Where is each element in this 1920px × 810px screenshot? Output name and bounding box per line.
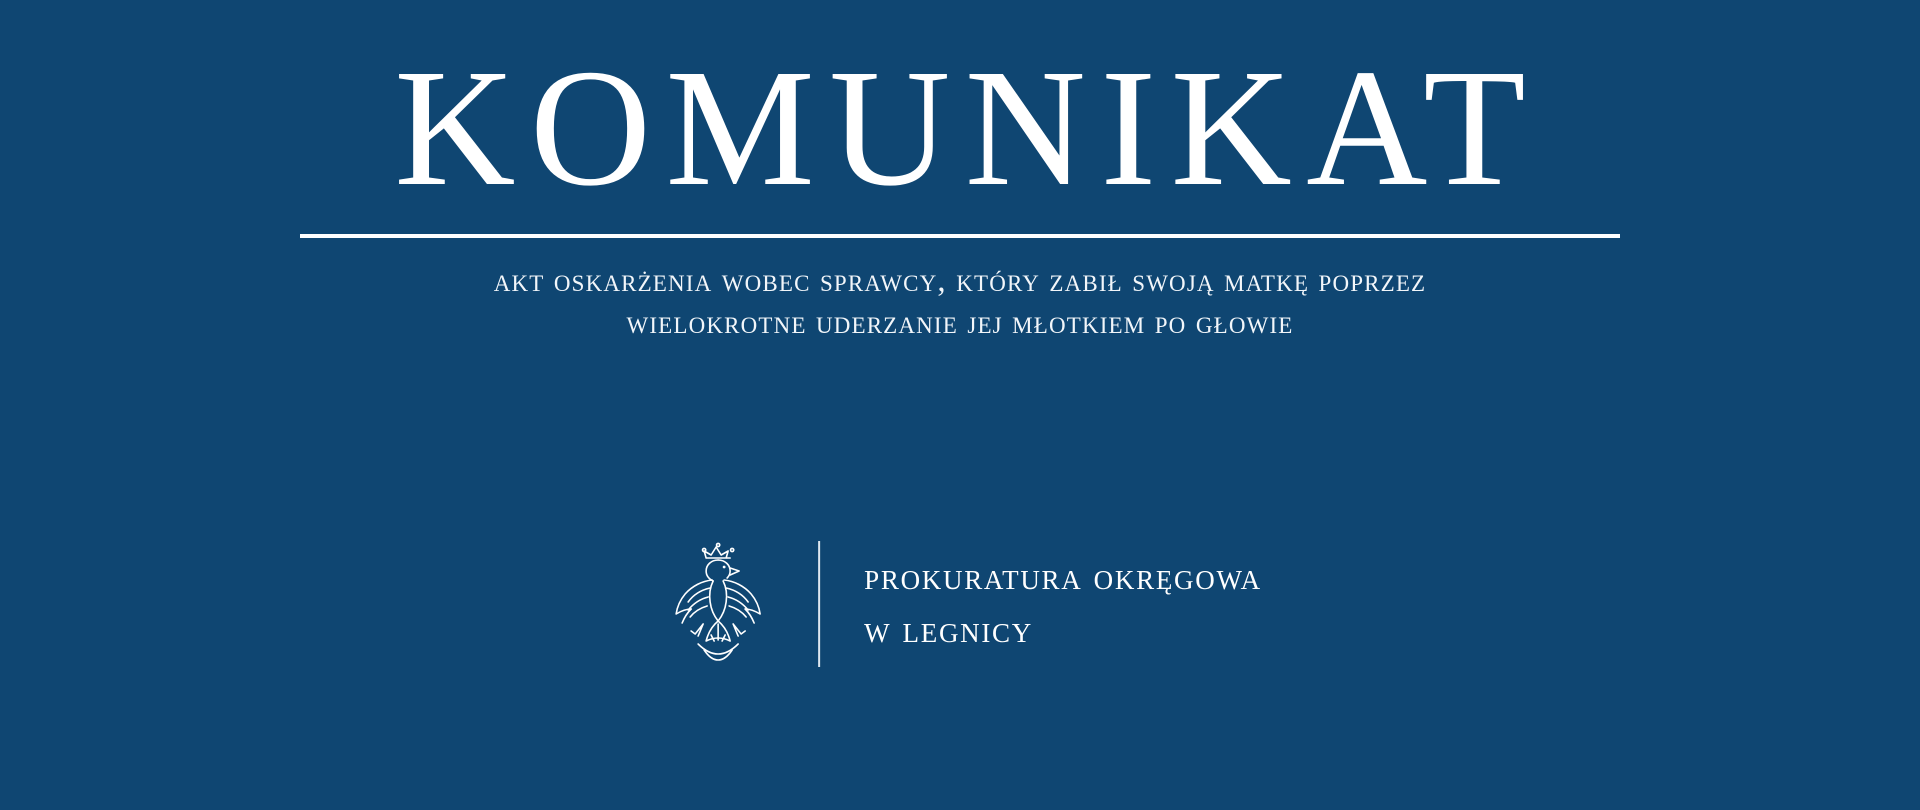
polish-eagle-crest-icon: [658, 540, 778, 668]
organization-name: [864, 554, 1262, 655]
organization-name-line-1: prokuratura okręgowa: [864, 555, 1262, 598]
announcement-subtitle: [300, 260, 1620, 344]
organization-name-line-2: w legnicy: [864, 609, 1033, 651]
title-divider: [300, 234, 1620, 238]
logo-divider: [818, 541, 820, 667]
organization-logo: [658, 540, 1262, 668]
subtitle-line-2: wielokrotne uderzanie jej młotkiem po głowie: [626, 305, 1294, 342]
page-title: KOMUNIKAT: [394, 35, 1541, 221]
subtitle-line-1: akt oskarżenia wobec sprawcy, który zabił swoją matkę poprzez: [493, 263, 1427, 299]
